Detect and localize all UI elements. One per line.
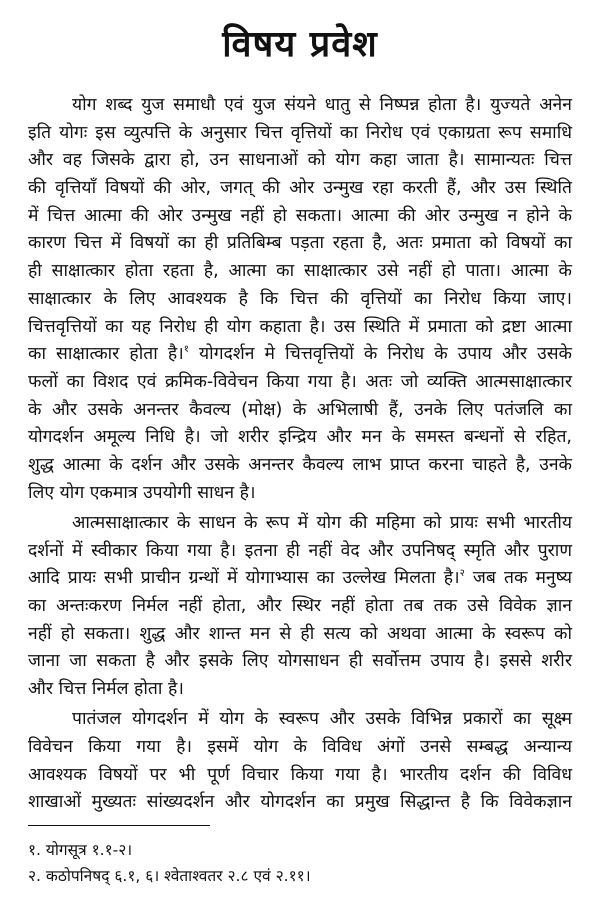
text-line: योग शब्द युज समाधौ एवं युज संयने धातु से निष्पन्न होता है। युज्यते अनेन <box>72 95 572 115</box>
text-line: शुद्ध आत्मा के दर्शन और उसके अनन्तर कैवल्य लाभ प्राप्त करना चाहते है, उनके <box>28 454 572 475</box>
text-line: की वृत्तियाँ विषयों की ओर, जगत् की ओर उन्मुख रहा करती हैं, और उस स्थिति <box>28 178 572 199</box>
paragraph-2 <box>28 510 572 704</box>
text-line: दर्शनों में स्वीकार किया गया है। इतना ही नहीं वेद और उपनिषद् स्मृति और पुराण <box>28 540 572 561</box>
footnote-marker: १ <box>183 344 189 356</box>
text-line: योगदर्शन अमूल्य निधि है। जो शरीर इन्द्रिय और मन के समस्त बन्धनों से रहित, <box>28 427 572 448</box>
text-line: फलों का विशद एवं क्रमिक-विवेचन किया गया है। अतः जो व्यक्ति आत्मसाक्षात्कार <box>28 371 572 392</box>
text-line <box>28 565 572 593</box>
text-line: कारण चित्त में विषयों का ही प्रतिबिम्ब पड़ता रहता है, अतः प्रमाता को विषयों का <box>28 233 572 254</box>
text-line: में चित्त आत्मा की ओर उन्मुख नहीं हो सकता। आत्मा की ओर उन्मुख न होने के <box>28 205 572 226</box>
text-line: चित्तवृत्तियों का यह निरोध ही योग कहाता है। उस स्थिति में प्रमाता को द्रष्टा आत्मा <box>28 316 572 337</box>
footnote-divider <box>28 825 210 826</box>
text-line: इति योगः इस व्युत्पत्ति के अनुसार चित्त वृत्तियों का निरोध एवं एकाग्रता रूप समाधि <box>28 122 572 143</box>
text-line: जाना जा सकता है और इसके लिए योगसाधन ही सर्वोत्तम उपाय है। इससे शरीर <box>28 651 572 672</box>
text-line: आत्मसाक्षात्कार के साधन के रूप में योग की महिमा को प्रायः सभी भारतीय <box>72 512 572 533</box>
text-line: लिए योग एकमात्र उपयोगी साधन है। <box>28 482 256 503</box>
paragraph-3 <box>28 706 572 817</box>
text-line: शाखाओं मुख्यतः सांख्यदर्शन और योगदर्शन का प्रमुख सिद्धान्त है कि विवेकज्ञान <box>28 792 572 813</box>
text-line: के और उसके अनन्तर कैवल्य (मोक्ष) के अभिलाषी हैं, उनके लिए पतंजलि का <box>28 399 572 420</box>
text-line: पातंजल योगदर्शन में योग के स्वरूप और उसके विभिन्न प्रकारों का सूक्ष्म <box>72 709 572 730</box>
text-segment: आदि प्रायः सभी प्राचीन ग्रन्थों में योगाभ्यास का उल्लेख मिलता है। <box>28 568 460 589</box>
text-line: और चित्त निर्मल होता है। <box>28 678 184 699</box>
text-line: का अन्तःकरण निर्मल नहीं होता, और स्थिर नहीं होता तब तक उसे विवेक ज्ञान <box>28 595 572 616</box>
paragraph-1 <box>28 92 572 507</box>
text-segment: का साक्षात्कार होता है। <box>28 344 184 365</box>
text-line: विवेचन किया गया है। इसमें योग के विविध अंगों उनसे सम्बद्ध अन्यान्य <box>28 736 572 757</box>
footnote-2: २. कठोपनिषद् ६.१, ६। श्वेताश्वतर २.८ एवं २.११। <box>28 867 311 885</box>
text-line: ही साक्षात्कार होता रहता है, आत्मा का साक्षात्कार उसे नहीं हो पाता। आत्मा के <box>28 261 572 282</box>
text-line <box>28 341 572 369</box>
page-title: विषय प्रवेश <box>222 24 378 65</box>
text-segment: जब तक मनुष्य <box>464 568 572 589</box>
footnote-marker: २ <box>459 568 465 580</box>
text-line: नहीं हो सकता। शुद्ध और शान्त मन से ही सत्य को अथवा आत्मा के स्वरूप को <box>28 623 572 644</box>
footnote-1: १. योगसूत्र १.१-२। <box>28 841 133 859</box>
text-segment: योगदर्शन मे चित्तवृत्तियों के निरोध के उपाय और उसके <box>188 344 572 365</box>
text-line: साक्षात्कार के लिए आवश्यक है कि चित्त की वृत्तियों का निरोध किया जाए। <box>28 288 572 309</box>
text-line: आवश्यक विषयों पर भी पूर्ण विचार किया गया है। भारतीय दर्शन की विविध <box>28 764 572 785</box>
document-body <box>28 92 572 819</box>
text-line: और वह जिसके द्वारा हो, उन साधनाओं को योग कहा जाता है। सामान्यतः चित्त <box>28 150 572 171</box>
